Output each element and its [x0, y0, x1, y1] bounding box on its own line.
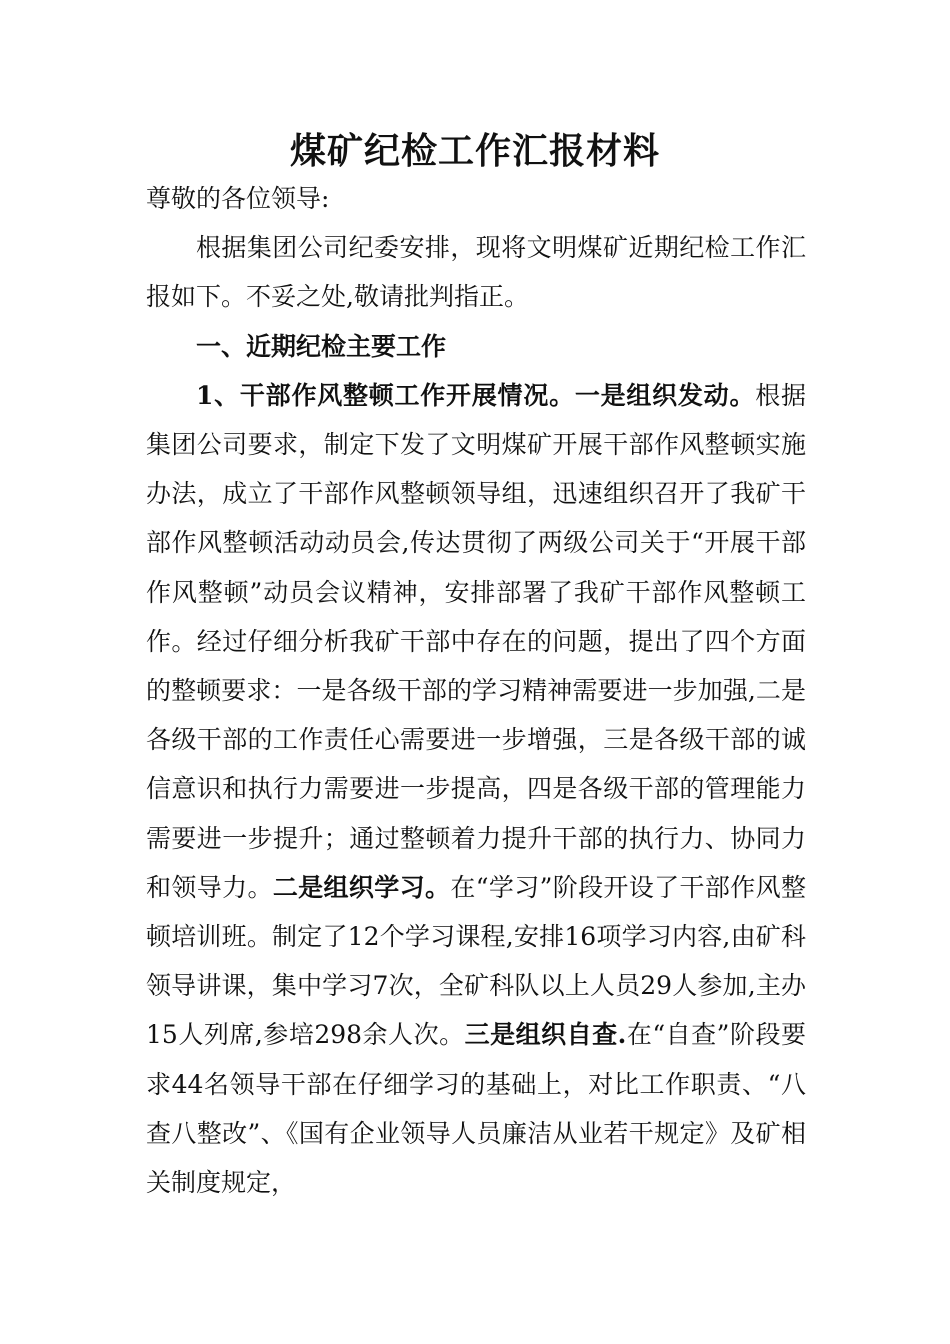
document-title: 煤矿纪检工作汇报材料 [289, 130, 660, 172]
part3-label: 三是组织自查. [464, 1020, 627, 1050]
part1-text: 根据集团公司要求，制定下发了文明煤矿开展干部作风整顿实施办法，成立了干部作风整顿领导组，迅速组织召开了我矿干部作风整顿活动动员会,传达贯彻了两级公司关于“开展干部作风整顿”动员会议精神，安排部署了我矿干部作风整顿工作。经过仔细分析我矿干部中存在的问题，提出了四个方面的整顿要求：一是各级干部的学习精神需要进一步加强,二是各级干部的工作责任心需要进一步增强，三是各级干部的诚信意识和执行力需要进一步提高，四是各级干部的管理能力需要进一步提升；通过整顿着力提升干部的执行力、协同力和领导力。 [146, 380, 806, 902]
part2-text: 在“学习”阶段开设了干部作风整顿培训班。制定了12个学习课程,安排16项学习内容,由矿科领导讲课，集中学习7次，全矿科队以上人员29人参加,主办15人列席,参培298余人次。 [146, 872, 806, 1050]
document-body [146, 174, 806, 1207]
item-lead: 1、干部作风整顿工作开展情况。 [196, 380, 575, 410]
intro-paragraph: 根据集团公司纪委安排，现将文明煤矿近期纪检工作汇报如下。不妥之处,敬请批判指正。 [146, 233, 806, 312]
part3-text: 在“自查”阶段要求44名领导干部在仔细学习的基础上，对比工作职责、“八查八整改”、《国有企业领导人员廉洁从业若干规定》及矿相关制度规定， [146, 1020, 806, 1198]
salutation: 尊敬的各位领导: [146, 184, 330, 213]
part1-label: 一是组织发动。 [574, 380, 756, 410]
section-heading: 一、近期纪检主要工作 [196, 331, 447, 361]
item-paragraph [146, 371, 806, 1207]
part2-label: 二是组织学习。 [272, 872, 451, 902]
